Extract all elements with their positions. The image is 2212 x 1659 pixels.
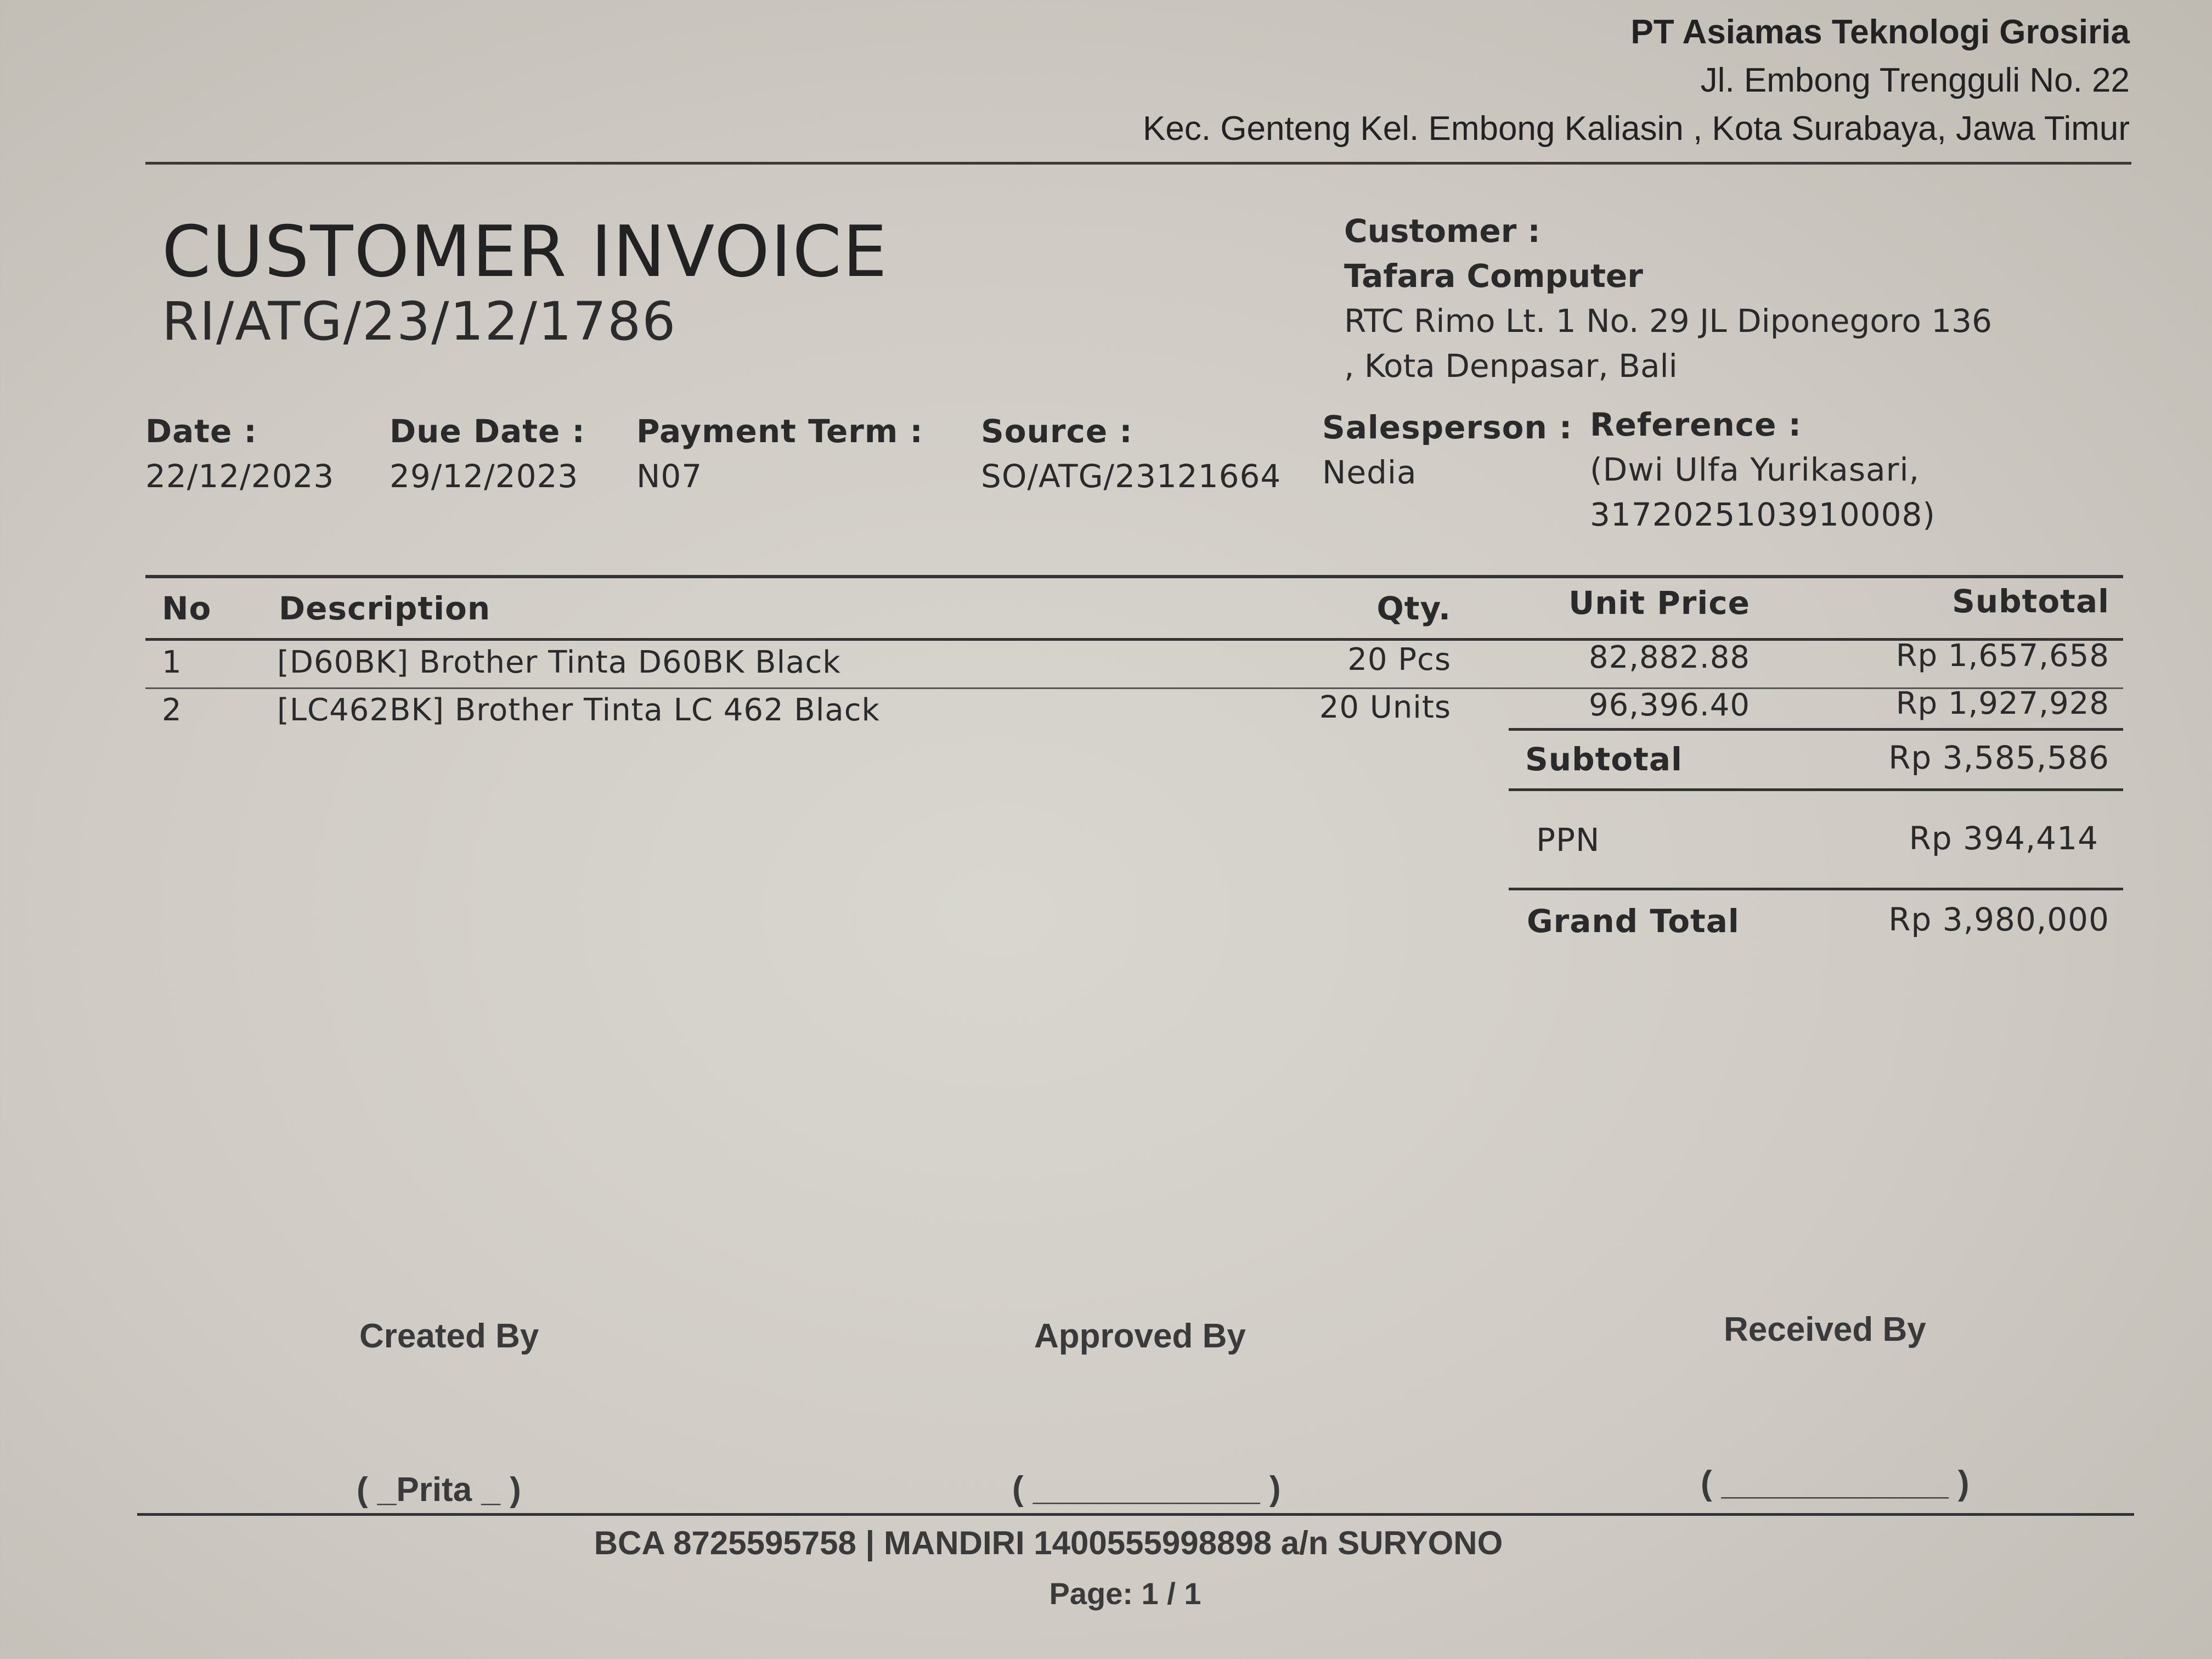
customer-address-line2: , Kota Denpasar, Bali xyxy=(1344,347,1678,385)
approved-by-signature: ( ____________ ) xyxy=(1012,1470,1281,1508)
ppn-rule xyxy=(1509,888,2123,890)
created-by-signature: ( _Prita _ ) xyxy=(357,1471,521,1509)
table-row-2-subtotal: Rp 1,927,928 xyxy=(1895,686,2109,721)
company-address-line1: Jl. Embong Trengguli No. 22 xyxy=(1700,61,2130,99)
customer-address-line1: RTC Rimo Lt. 1 No. 29 JL Diponegoro 136 xyxy=(1344,302,1992,340)
due-date-label: Due Date : xyxy=(390,413,585,450)
totals-top-rule xyxy=(1509,728,2123,731)
source-label: Source : xyxy=(981,413,1133,450)
bank-info: BCA 8725595758 | MANDIRI 1400555998898 a/n SURYONO xyxy=(594,1525,1503,1561)
source-field xyxy=(981,409,1281,499)
customer-name: Tafara Computer xyxy=(1344,257,1643,295)
header-description: Description xyxy=(279,590,491,627)
created-by-label: Created By xyxy=(359,1317,539,1355)
ppn-label: PPN xyxy=(1536,821,1600,859)
table-row-1-subtotal: Rp 1,657,658 xyxy=(1895,638,2109,674)
page-number: Page: 1 / 1 xyxy=(1049,1576,1201,1611)
customer-block xyxy=(1344,208,1992,388)
table-top-rule xyxy=(145,575,2123,578)
source-value: SO/ATG/23121664 xyxy=(981,458,1282,495)
due-date-field xyxy=(390,409,585,499)
reference-label: Reference : xyxy=(1590,406,1802,443)
date-field xyxy=(145,409,334,499)
reference-field xyxy=(1590,402,1936,537)
reference-line1: (Dwi Ulfa Yurikasari, xyxy=(1590,451,1920,488)
grand-total-label: Grand Total xyxy=(1527,902,1740,940)
salesperson-label: Salesperson : xyxy=(1322,409,1573,446)
company-name: PT Asiamas Teknologi Grosiria xyxy=(1630,13,2130,51)
header-qty: Qty. xyxy=(1376,590,1451,627)
footer-divider xyxy=(137,1513,2134,1516)
header-divider xyxy=(145,162,2131,165)
payment-term-label: Payment Term : xyxy=(636,413,923,450)
table-row-2-unit-price: 96,396.40 xyxy=(1588,687,1750,723)
table-row-divider xyxy=(145,687,2123,689)
salesperson-value: Nedia xyxy=(1322,454,1417,491)
company-address-line2: Kec. Genteng Kel. Embong Kaliasin , Kota Surabaya, Jawa Timur xyxy=(1143,110,2130,148)
table-row-2-description: [LC462BK] Brother Tinta LC 462 Black xyxy=(277,692,880,728)
table-row-1-description: [D60BK] Brother Tinta D60BK Black xyxy=(277,645,841,680)
subtotal-rule xyxy=(1509,788,2123,791)
header-unit-price: Unit Price xyxy=(1568,584,1750,622)
invoice-number: RI/ATG/23/12/1786 xyxy=(162,291,677,352)
company-header xyxy=(1143,8,2130,153)
approved-by-label: Approved By xyxy=(1034,1317,1246,1355)
customer-label: Customer : xyxy=(1344,212,1541,250)
invoice-title: CUSTOMER INVOICE xyxy=(162,211,888,293)
due-date-value: 29/12/2023 xyxy=(390,458,579,495)
payment-term-field xyxy=(636,409,923,499)
salesperson-field xyxy=(1322,405,1572,495)
date-value: 22/12/2023 xyxy=(145,458,335,495)
payment-term-value: N07 xyxy=(636,458,703,495)
table-row-1-unit-price: 82,882.88 xyxy=(1588,640,1750,675)
received-by-label: Received By xyxy=(1724,1311,1926,1348)
table-row-2-qty: 20 Units xyxy=(1319,690,1451,725)
date-label: Date : xyxy=(145,413,257,450)
received-by-signature: ( ____________ ) xyxy=(1701,1464,1970,1502)
table-row-2-no: 2 xyxy=(162,692,182,728)
header-subtotal: Subtotal xyxy=(1952,583,2109,620)
table-header-rule xyxy=(145,638,2123,641)
reference-line2: 3172025103910008) xyxy=(1590,496,1936,533)
table-row-1-qty: 20 Pcs xyxy=(1347,642,1451,678)
grand-total-value: Rp 3,980,000 xyxy=(1888,901,2109,938)
table-row-1-no: 1 xyxy=(162,645,182,680)
subtotal-label: Subtotal xyxy=(1525,741,1683,778)
header-no: No xyxy=(162,590,212,627)
ppn-value: Rp 394,414 xyxy=(1909,820,2098,857)
subtotal-value: Rp 3,585,586 xyxy=(1888,739,2109,776)
